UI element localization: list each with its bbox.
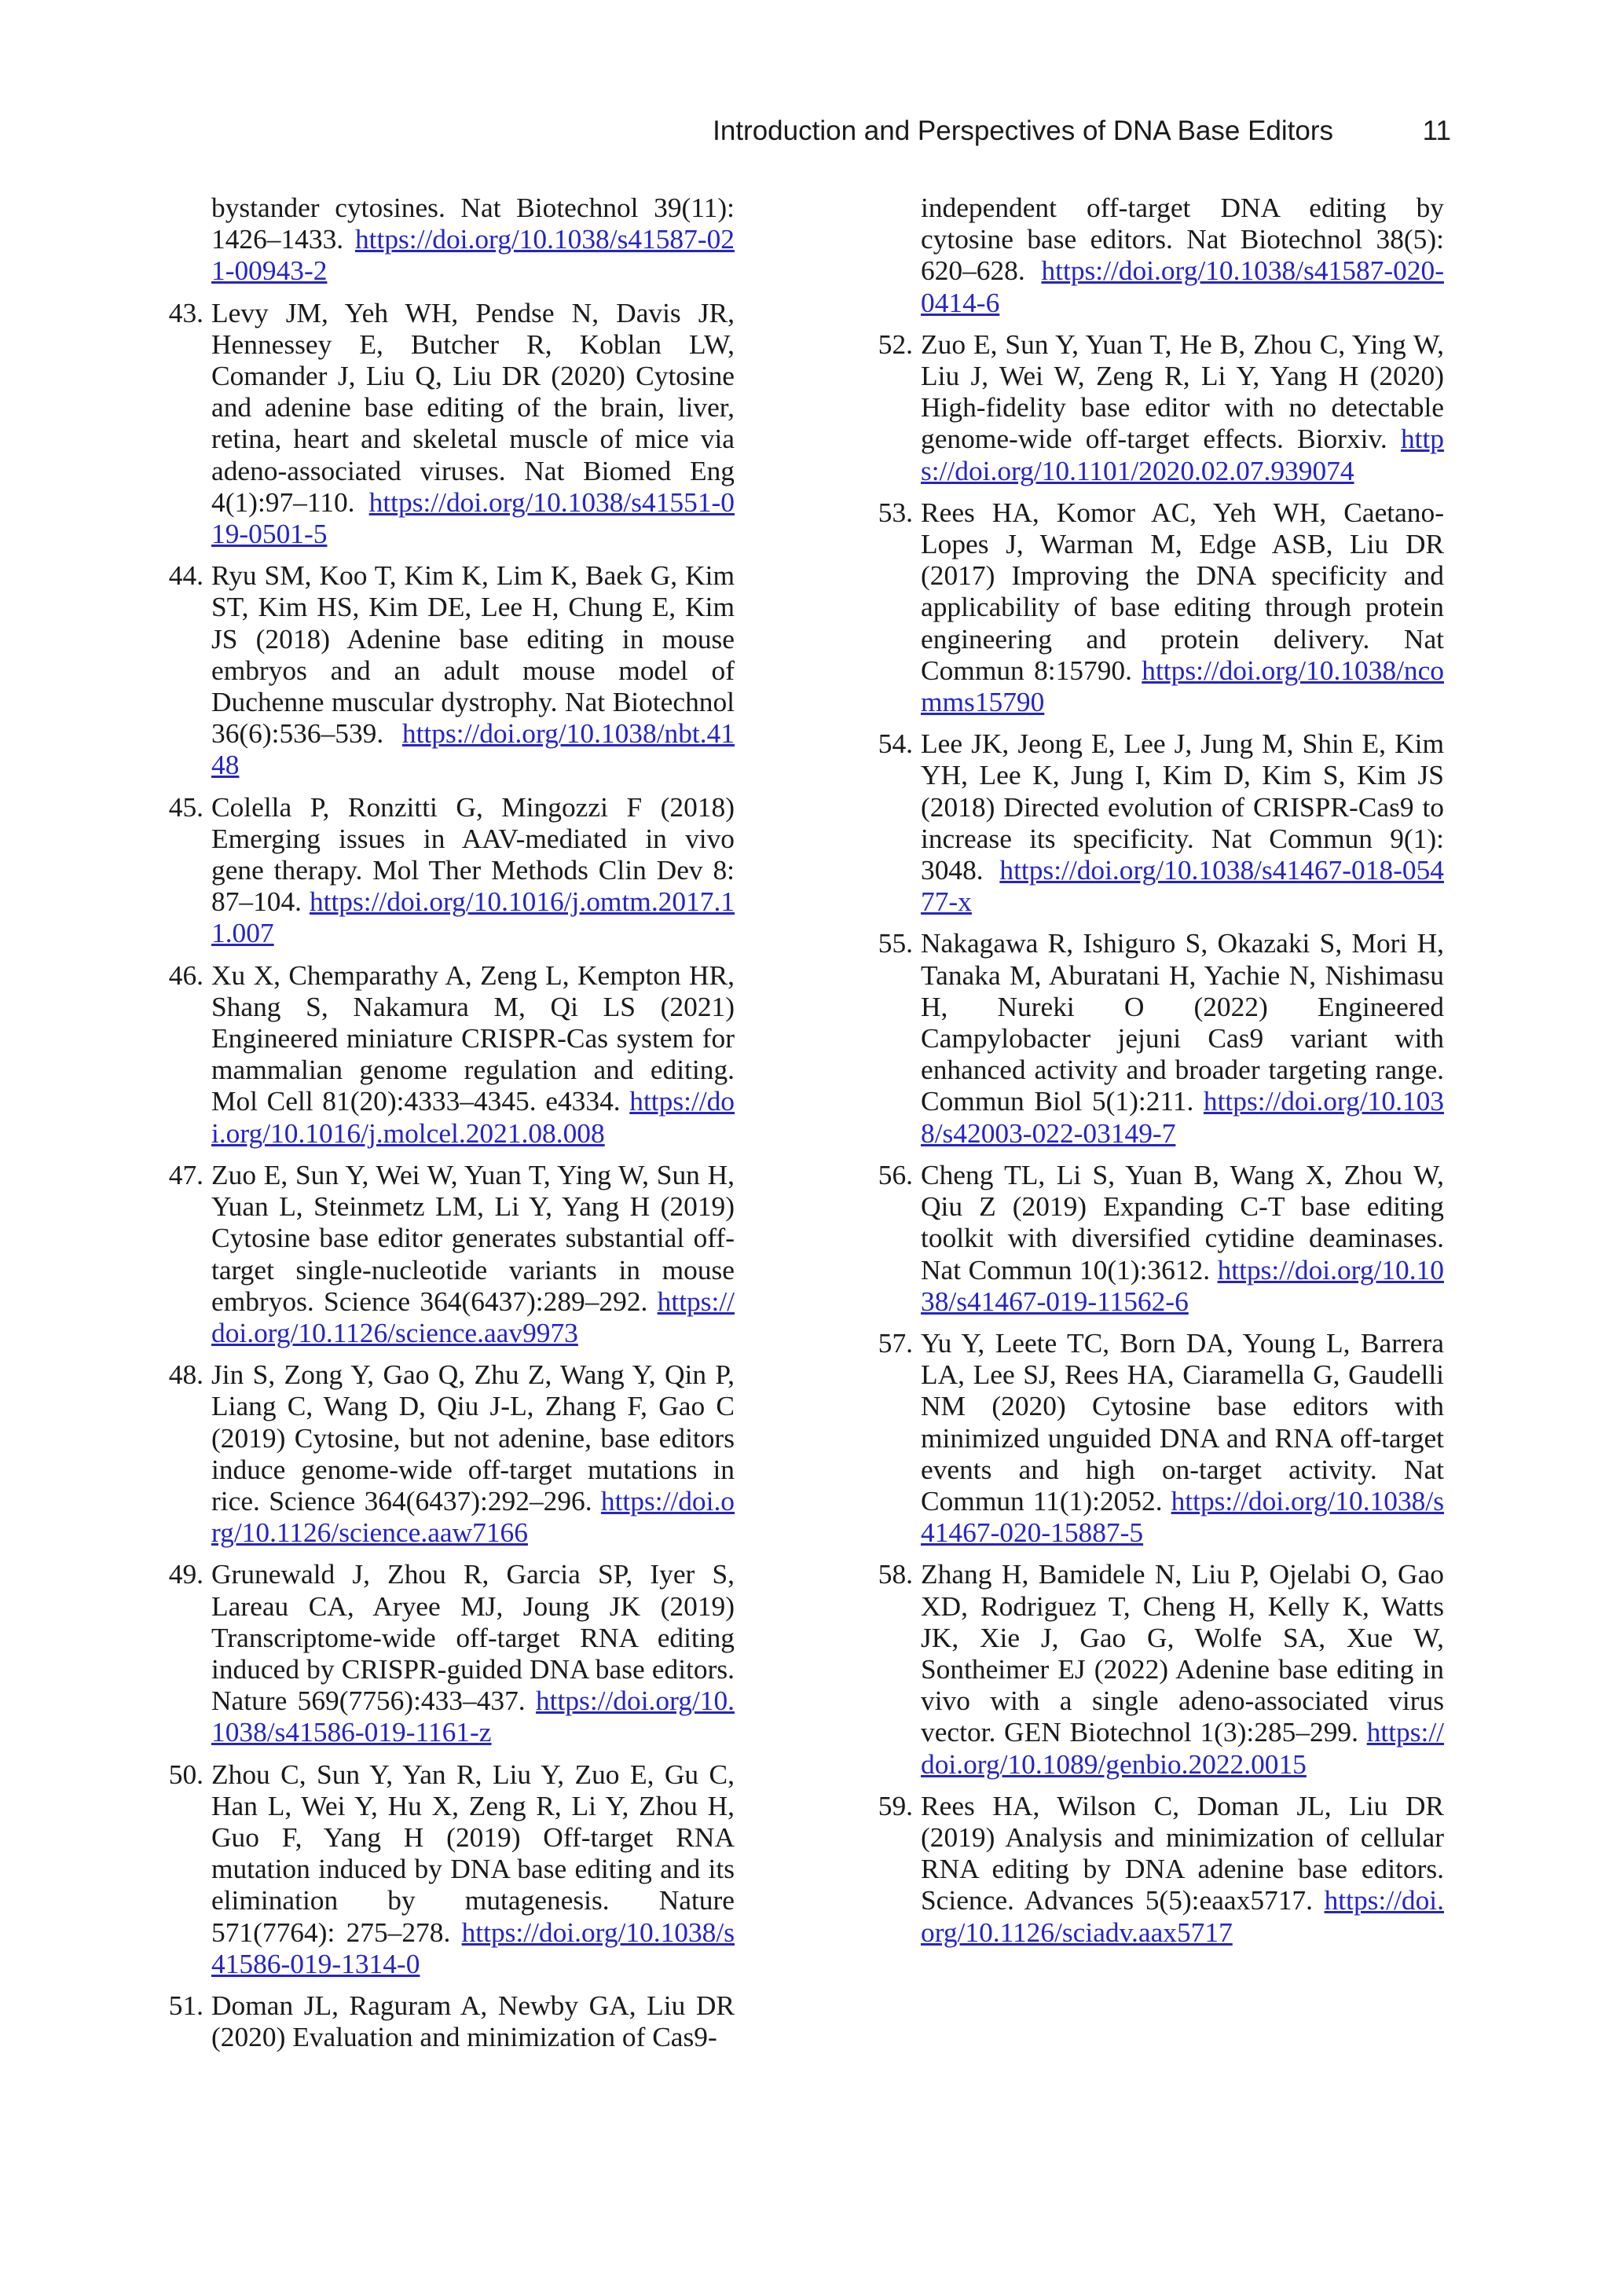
reference-number: 53. — [878, 496, 913, 528]
reference-number: 59. — [878, 1789, 913, 1821]
reference-text: Zuo E, Sun Y, Yuan T, He B, Zhou C, Ying W, Liu J, Wei W, Zeng R, Li Y, Yang H (2020) High-fidelity base editor with no detectable genome-wide off-target effects. Biorxiv. — [921, 328, 1444, 455]
reference-text: Xu X, Chemparathy A, Zeng L, Kempton HR, Shang S, Nakamura M, Qi LS (2021) Engineered miniature CRISPR-Cas system for mammalian genome regulation and editing. Mol Cell 81(20):4333–4345. e4334. — [211, 959, 735, 1117]
reference-text: Lee JK, Jeong E, Lee J, Jung M, Shin E, Kim YH, Lee K, Jung I, Kim D, Kim S, Kim JS (2018) Directed evolution of CRISPR-Cas9 to increase its specificity. Nat Commun 9(1): 3048. — [921, 728, 1444, 886]
doi-link[interactable]: https://doi.org/10.1126/sciadv.aax5717 — [921, 1884, 1444, 1948]
reference-50 — [156, 1759, 735, 1979]
doi-link[interactable]: https://doi.org/10.1016/j.omtm.2017.11.007 — [211, 886, 735, 949]
reference-number: 47. — [168, 1158, 203, 1190]
reference-52 — [866, 328, 1444, 486]
reference-text: Colella P, Ronzitti G, Mingozzi F (2018) Emerging issues in AAV-mediated in vivo gene therapy. Mol Ther Methods Clin Dev 8: 87–104. — [211, 790, 735, 918]
reference-text: Zhou C, Sun Y, Yan R, Liu Y, Zuo E, Gu C, Han L, Wei Y, Hu X, Zeng R, Li Y, Zhou H, Guo F, Yang H (2019) Off-target RNA mutation induced by DNA base editing and its elimination by mutagenesis. Nature 571(7764): 275–278. — [211, 1758, 735, 1948]
page-number: 11 — [1422, 116, 1451, 146]
reference-number: 57. — [878, 1326, 913, 1359]
doi-link[interactable]: https://doi.org/10.1126/science.aav9973 — [211, 1285, 735, 1348]
reference-list-left — [156, 192, 735, 2063]
reference-55 — [866, 927, 1444, 1148]
reference-number: 50. — [168, 1758, 203, 1790]
reference-text: Doman JL, Raguram A, Newby GA, Liu DR (2020) Evaluation and minimization of Cas9- — [211, 1989, 735, 2053]
doi-link[interactable]: https://doi.org/10.1038/s42003-022-03149-7 — [921, 1085, 1444, 1149]
doi-link[interactable]: https://doi.org/10.1038/s41467-019-11562-6 — [921, 1253, 1444, 1317]
doi-link[interactable]: https://doi.org/10.1038/s41586-019-1161-z — [211, 1685, 735, 1748]
reference-text: Grunewald J, Zhou R, Garcia SP, Iyer S, Lareau CA, Aryee MJ, Joung JK (2019) Transcriptome-wide off-target RNA editing induced by CRISPR-guided DNA base editors. Nature 569(7756):433–437. — [211, 1558, 735, 1717]
reference-48 — [156, 1359, 735, 1548]
reference-text: Yu Y, Leete TC, Born DA, Young L, Barrera LA, Lee SJ, Rees HA, Ciaramella G, Gaudelli NM (2020) Cytosine base editors with minimized unguided DNA and RNA off-target events and high on-target activity. Nat Commun 11(1):2052. — [921, 1326, 1444, 1517]
reference-number: 51. — [168, 1989, 203, 2021]
reference-49 — [156, 1558, 735, 1748]
doi-link[interactable]: https://doi.org/10.1038/s41467-020-15887-5 — [921, 1484, 1444, 1549]
reference-text: bystander cytosines. Nat Biotechnol 39(11): 1426–1433. — [211, 192, 735, 255]
reference-47 — [156, 1159, 735, 1348]
reference-56 — [866, 1159, 1444, 1317]
reference-number: 55. — [878, 927, 913, 959]
doi-link[interactable]: https://doi.org/10.1089/genbio.2022.0015 — [921, 1716, 1444, 1780]
doi-link[interactable]: https://doi.org/10.1038/s41586-019-1314-0 — [211, 1916, 735, 1979]
doi-link[interactable]: https://doi.org/10.1016/j.molcel.2021.08.008 — [211, 1085, 735, 1149]
doi-link[interactable]: https://doi.org/10.1038/s41551-019-0501-5 — [211, 486, 735, 550]
running-title: Introduction and Perspectives of DNA Base Editors — [713, 116, 1333, 146]
doi-link[interactable]: https://doi.org/10.1038/ncomms15790 — [921, 654, 1444, 718]
reference-44 — [156, 559, 735, 780]
reference-number: 46. — [168, 959, 203, 991]
reference-text: Nakagawa R, Ishiguro S, Okazaki S, Mori H, Tanaka M, Aburatani H, Yachie N, Nishimasu H, Nureki O (2022) Engineered Campylobacter jejuni Cas9 variant with enhanced activity and broader targeting range. Commun Biol 5(1):211. — [921, 927, 1444, 1117]
doi-link[interactable]: https://doi.org/10.1101/2020.02.07.939074 — [921, 423, 1444, 486]
doi-link[interactable]: https://doi.org/10.1126/science.aaw7166 — [211, 1484, 735, 1549]
reference-51 — [156, 1990, 735, 2052]
reference-number: 54. — [878, 728, 913, 760]
reference-number: 52. — [878, 328, 913, 360]
doi-link[interactable]: https://doi.org/10.1038/nbt.4148 — [211, 717, 735, 781]
reference-57 — [866, 1327, 1444, 1548]
doi-link[interactable]: https://doi.org/10.1038/s41587-020-0414-6 — [921, 255, 1444, 318]
reference-list-right — [866, 192, 1444, 1958]
reference-number: 49. — [168, 1558, 203, 1590]
reference-text: Rees HA, Komor AC, Yeh WH, Caetano-Lopes J, Warman M, Edge ASB, Liu DR (2017) Improving the DNA specificity and applicability of base editing through protein engineering and protein delivery. Nat Commun 8:15790. — [921, 496, 1444, 686]
reference-46 — [156, 959, 735, 1149]
reference-text: Levy JM, Yeh WH, Pendse N, Davis JR, Hennessey E, Butcher R, Koblan LW, Comander J, Liu Q, Liu DR (2020) Cytosine and adenine base editing of the brain, liver, retina, heart and skeletal muscle of mice via adeno-associated viruses. Nat Biomed Eng 4(1):97–110. — [211, 296, 735, 518]
reference-number: 58. — [878, 1558, 913, 1590]
reference-continuation-left — [156, 192, 735, 287]
reference-58 — [866, 1558, 1444, 1779]
doi-link[interactable]: https://doi.org/10.1038/s41587-021-00943-2 — [211, 223, 735, 287]
reference-text: Rees HA, Wilson C, Doman JL, Liu DR (2019) Analysis and minimization of cellular RNA editing by DNA adenine base editors. Science. Advances 5(5):eaax5717. — [921, 1789, 1444, 1916]
reference-59 — [866, 1790, 1444, 1948]
running-head — [677, 112, 1451, 151]
reference-number: 48. — [168, 1359, 203, 1391]
reference-text: Jin S, Zong Y, Gao Q, Zhu Z, Wang Y, Qin P, Liang C, Wang D, Qiu J-L, Zhang F, Gao C (2019) Cytosine, but not adenine, base editors induce genome-wide off-target mutations in rice. Science 364(6437):292–296. — [211, 1359, 735, 1517]
reference-43 — [156, 297, 735, 550]
reference-text: Zuo E, Sun Y, Wei W, Yuan T, Ying W, Sun H, Yuan L, Steinmetz LM, Li Y, Yang H (2019) Cytosine base editor generates substantial off-target single-nucleotide variants in mouse embryos. Science 364(6437):289–292. — [211, 1158, 735, 1317]
reference-text: Cheng TL, Li S, Yuan B, Wang X, Zhou W, Qiu Z (2019) Expanding C-T base editing toolkit with diversified cytidine deaminases. Nat Commun 10(1):3612. — [921, 1158, 1444, 1286]
reference-number: 45. — [168, 790, 203, 823]
reference-number: 44. — [168, 559, 203, 592]
reference-number: 43. — [168, 296, 203, 328]
reference-text: Ryu SM, Koo T, Kim K, Lim K, Baek G, Kim ST, Kim HS, Kim DE, Lee H, Chung E, Kim JS (2018) Adenine base editing in mouse embryos and an adult mouse model of Duchenne muscular dystrophy. Nat Biotechnol 36(6):536–539. — [211, 559, 735, 750]
reference-53 — [866, 497, 1444, 717]
reference-45 — [156, 791, 735, 949]
reference-continuation-right — [866, 192, 1444, 318]
reference-text: independent off-target DNA editing by cytosine base editors. Nat Biotechnol 38(5): 620–628. — [921, 192, 1444, 287]
reference-text: Zhang H, Bamidele N, Liu P, Ojelabi O, Gao XD, Rodriguez T, Cheng H, Kelly K, Watts JK, Xie J, Gao G, Wolfe SA, Xue W, Sontheimer EJ (2022) Adenine base editing in vivo with a single adeno-associated virus vector. GEN Biotechnol 1(3):285–299. — [921, 1558, 1444, 1748]
reference-54 — [866, 728, 1444, 917]
doi-link[interactable]: https://doi.org/10.1038/s41467-018-05477-x — [921, 854, 1444, 918]
reference-number: 56. — [878, 1158, 913, 1190]
